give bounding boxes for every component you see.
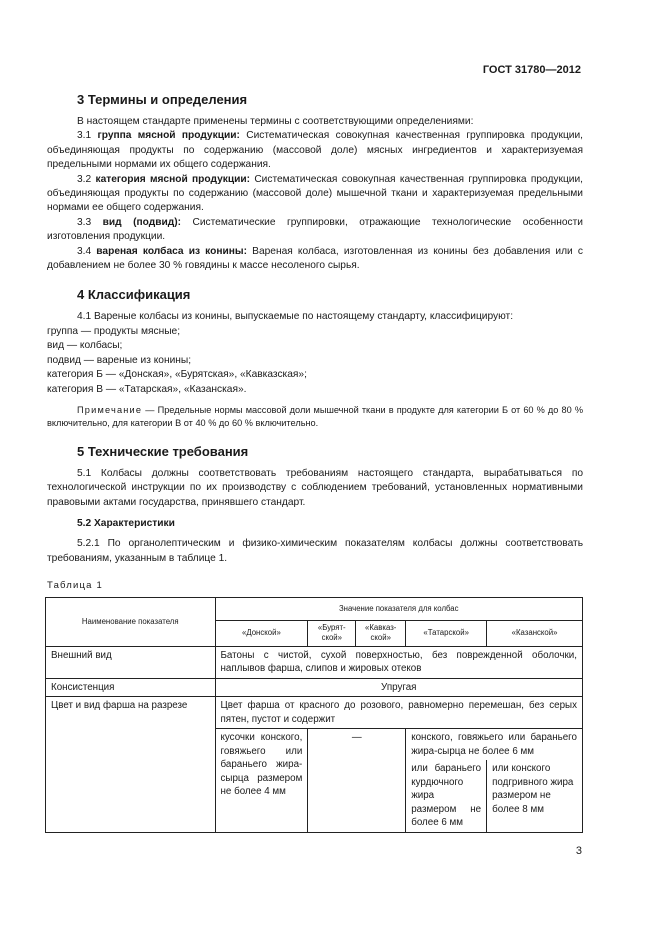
term-3-4-name: вареная колбаса из конины: — [96, 245, 248, 257]
cell-buryat-kavkaz-dash: — — [308, 729, 406, 833]
row-name-appearance: Внешний вид — [46, 646, 216, 678]
section-3-intro: В настоящем стандарте применены термины с соответствующими определениями: — [77, 116, 474, 127]
class-line: вид — колбасы; — [47, 340, 123, 352]
paragraph-5-1: 5.1 Колбасы должны соответствовать требованиям настоящего стандарта, вырабатываться по технологической инструкции по их производству с соблюдением требований, установленных нормативными правовыми актами государства, принявшего стандарт. — [47, 467, 583, 508]
header-col-kazan: «Казанской» — [487, 620, 583, 646]
row-value-color: Цвет фарша от красного до розового, равномерно перемешан, без серых пятен, пустот и содержит — [215, 697, 583, 729]
term-3-1: 3.1 группа мясной продукции: Систематическая совокупная качественная группировка продукции, объединяющая продукты по содержанию (массовой доле) мясных ингредиентов и характеризуемая предельными нормами их общего содержания. — [47, 130, 583, 171]
row-name-consistency: Консистенция — [46, 678, 216, 697]
header-col-kavkaz: «Кавказ-ской» — [356, 620, 406, 646]
term-3-3-name: вид (подвид): — [102, 216, 181, 228]
class-line: подвид — вареные из конины; — [47, 354, 192, 366]
paragraph-5-2-1: 5.2.1 По органолептическим и физико-химическим показателям колбасы должны соответствовать требованиям, указанным в таблице 1. — [47, 538, 583, 564]
cell-tatar-fat: или бараньего курдючного жира размером не более 6 мм — [406, 760, 487, 832]
section-4-title: 4 Классификация — [77, 287, 191, 303]
cell-donskoy-fat: кусочки конского, говяжьего или бараньего жира-сырца размером не более 4 мм — [215, 729, 308, 833]
term-3-2: 3.2 категория мясной продукции: Систематическая совокупная качественная группировка продукции, объединяющая продукты по содержанию (массовой доле) мышечной ткани и характеризуемая предельными нормами ее общего содержания. — [47, 173, 584, 214]
page-content — [47, 92, 583, 833]
header-col-buryat: «Бурят-ской» — [308, 620, 356, 646]
document-id: ГОСТ 31780—2012 — [482, 64, 581, 76]
row-value-appearance: Батоны с чистой, сухой поверхностью, без поврежденной оболочки, наплывов фарша, слипов и жировых отеков — [215, 646, 583, 678]
page-number: 3 — [575, 845, 582, 857]
header-col-donskoy: «Донской» — [215, 620, 308, 646]
header-indicator: Наименование показателя — [46, 597, 216, 646]
row-name-color: Цвет и вид фарша на разрезе — [46, 697, 216, 833]
subsection-5-2-title: 5.2 Характеристики — [77, 518, 175, 530]
term-3-2-name: категория мясной продукции: — [95, 173, 251, 185]
row-value-consistency: Упругая — [215, 678, 583, 697]
term-3-1-name: группа мясной продукции: — [97, 130, 240, 142]
term-3-3: 3.3 вид (подвид): Систематические группировки, отражающие технологические особенности изготовления продукции. — [47, 216, 583, 243]
cell-kazan-fat: или конского подгривного жира размером не более 8 мм — [487, 760, 583, 832]
cell-tatar-kazan-fat: конского, говяжьего или бараньего жира-сырца не более 6 мм — [406, 729, 583, 761]
term-3-4: 3.4 вареная колбаса из конины: Вареная колбаса, изготовленная из конины без добавления или с добавлением не более 30 % говядины к массе несоленого сырья. — [47, 245, 583, 272]
section-4-intro: 4.1 Вареные колбасы из конины, выпускаемые по настоящему стандарту, классифицируют: — [77, 311, 514, 323]
section-3-title: 3 Термины и определения — [77, 92, 248, 107]
classification-note: Примечание — Предельные нормы массовой доли мышечной ткани в продукте для категории Б от 60 % до 80 % включительно, для категории В от 40 % до 60 % включительно. — [47, 404, 583, 428]
table-caption: Таблица 1 — [47, 579, 103, 591]
class-line: категория Б — «Донская», «Бурятская», «Кавказская»; — [47, 369, 307, 381]
class-line: группа — продукты мясные; — [47, 325, 181, 337]
class-line: категория В — «Татарская», «Казанская». — [47, 383, 247, 395]
header-col-tatar: «Татарской» — [406, 620, 487, 646]
section-5-title: 5 Технические требования — [77, 443, 249, 459]
table-1 — [45, 597, 583, 833]
header-value: Значение показателя для колбас — [215, 597, 583, 620]
